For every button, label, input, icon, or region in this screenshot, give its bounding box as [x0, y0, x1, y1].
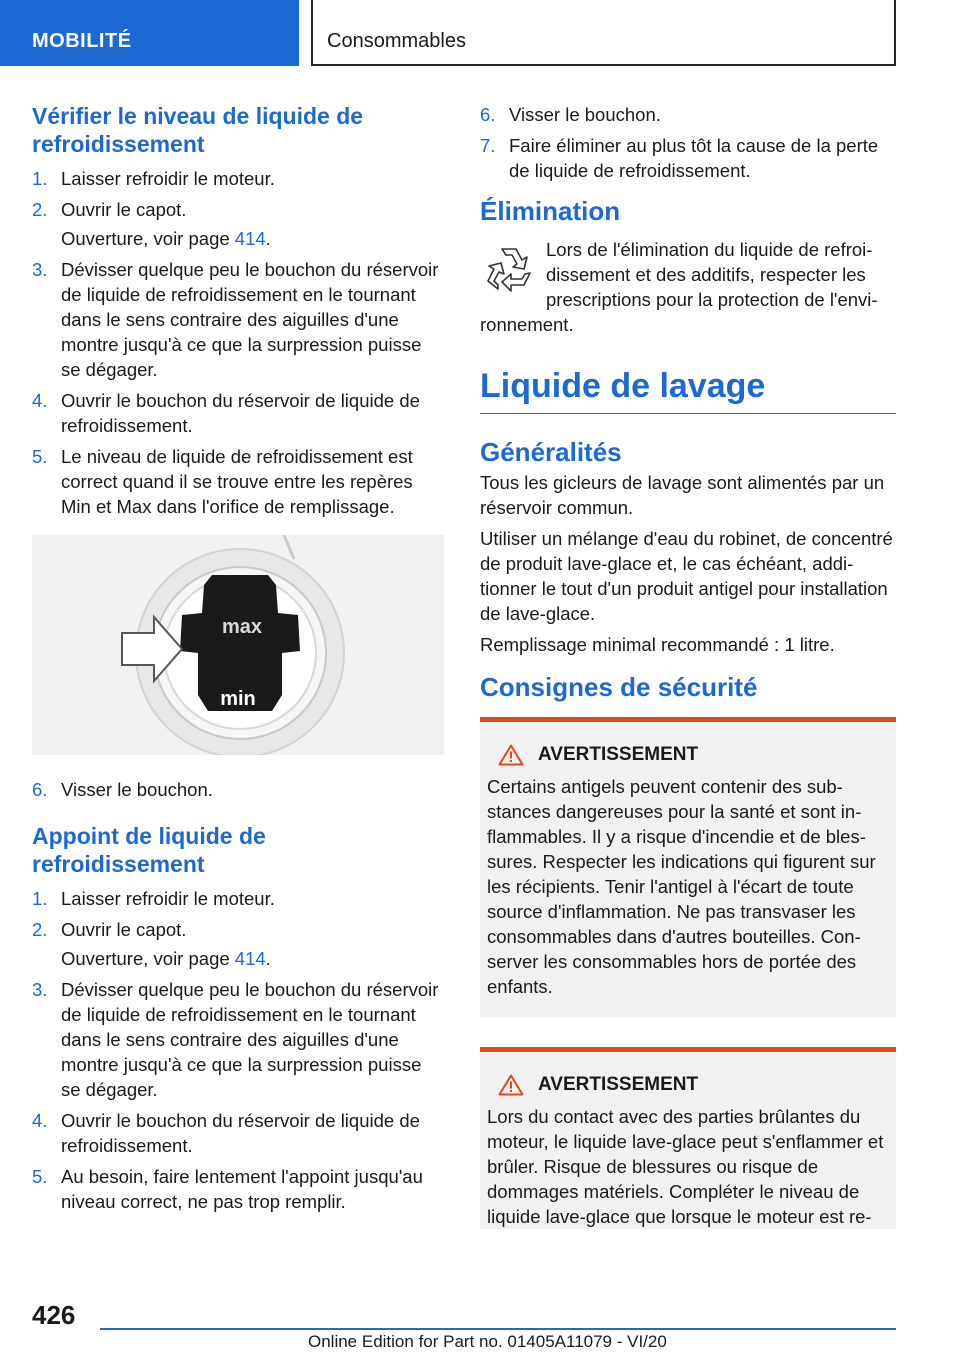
general-paragraph: Remplissage minimal recommandé : 1 litre. [480, 634, 835, 655]
list-item: 5. Au besoin, faire lentement l'appoint jusqu'au niveau correct, ne pas trop remplir. [32, 1166, 423, 1212]
page-number: 426 [32, 1300, 76, 1330]
list-item: 6. Visser le bouchon. [480, 104, 661, 125]
max-mark: max [221, 616, 263, 638]
list-item: 2. Ouvrir le capot. [32, 919, 187, 940]
warning-header [487, 1074, 888, 1096]
list-item: 1. Laisser refroidir le moteur. [32, 888, 275, 909]
elimination-heading: Élimination [480, 196, 621, 226]
washer-fluid-chapter-title: Liquide de lavage [480, 365, 896, 414]
list-item: 1. Laisser refroidir le moteur. [32, 168, 275, 189]
warning-triangle-icon [498, 744, 524, 766]
page-link[interactable]: 414 [234, 228, 266, 249]
see-page-note: Ouverture, voir page 414. [61, 948, 271, 969]
warning-box [480, 1047, 896, 1229]
elimination-paragraph: Lors de l'élimination du liquide de refroidissement et des additifs, respecter les prescriptions pour la protection de l'environnement. [480, 239, 878, 335]
general-paragraph: Tous les gicleurs de lavage sont alimentés par un réservoir commun. [480, 472, 885, 518]
footer-divider [100, 1328, 896, 1330]
topup-coolant-heading: Appoint de liquide de refroidissement [32, 823, 266, 877]
recycling-icon [480, 241, 538, 299]
general-heading: Généralités [480, 437, 622, 467]
check-coolant-heading: Vérifier le niveau de liquide de refroidissement [32, 103, 364, 157]
warning-label: AVERTISSEMENT [538, 1074, 699, 1095]
coolant-reservoir-illustration [32, 535, 444, 755]
warning-box [480, 717, 896, 1017]
warning-label: AVERTISSEMENT [538, 744, 699, 765]
list-item: 4. Ouvrir le bouchon du réservoir de liquide de refroidissement. [32, 390, 420, 436]
list-item: 3. Dévisser quelque peu le bouchon du réservoir de liquide de refroidissement en le tournant dans le sens contraire des aiguilles d'une montre jusqu'à ce que la surpression puisse se dégager. [32, 259, 439, 380]
min-mark: min [220, 688, 256, 710]
see-page-note: Ouverture, voir page 414. [61, 228, 271, 249]
list-item: 5. Le niveau de liquide de refroidissement est correct quand il se trouve entre les repères Min et Max dans l'orifice de remplissage. [32, 446, 413, 517]
list-item: 7. Faire éliminer au plus tôt la cause de la perte de liquide de refroidissement. [480, 135, 879, 181]
safety-heading: Consignes de sécurité [480, 672, 758, 702]
warning-header [487, 744, 888, 766]
general-paragraph: Utiliser un mélange d'eau du robinet, de concentré de produit lave-glace et, le cas échéant, additionner le tout d'un produit antigel pour installation de lave-glace. [480, 528, 893, 624]
edition-note: Online Edition for Part no. 01405A11079 - VI/20 [308, 1332, 667, 1351]
warning-text: Certains antigels peuvent contenir des substances dangereuses pour la santé et sont inflammables. Il y a risque d'incendie et de blessures. Respecter les indications qui figurent sur les récipients. Tenir l'antigel à l'écart de toute source d'inflammation. Ne pas transvaser les consommables dans d'autres bouteilles. Conserver les consommables hors de portée des enfants. [487, 776, 876, 997]
reservoir-cap-illustration [32, 535, 444, 755]
right-column [480, 102, 896, 1229]
list-item: 4. Ouvrir le bouchon du réservoir de liquide de refroidissement. [32, 1110, 420, 1156]
left-column [32, 102, 444, 1220]
list-item: 3. Dévisser quelque peu le bouchon du réservoir de liquide de refroidissement en le tournant dans le sens contraire des aiguilles d'une montre jusqu'à ce que la surpression puisse se dégager. [32, 979, 439, 1100]
page-header [0, 0, 960, 66]
section-tab: MOBILITÉ [0, 0, 299, 66]
page-link[interactable]: 414 [234, 948, 266, 969]
list-item: 2. Ouvrir le capot. [32, 199, 187, 220]
warning-text: Lors du contact avec des parties brûlantes du moteur, le liquide lave-glace peut s'enflammer et brûler. Risque de blessures ou risque de dommages matériels. Compléter le niveau de liquide lave-glace que lorsque le moteur est re- [487, 1106, 884, 1227]
warning-triangle-icon [498, 1074, 524, 1096]
chapter-tab: Consommables [311, 0, 896, 66]
list-item: 6. Visser le bouchon. [32, 779, 213, 800]
